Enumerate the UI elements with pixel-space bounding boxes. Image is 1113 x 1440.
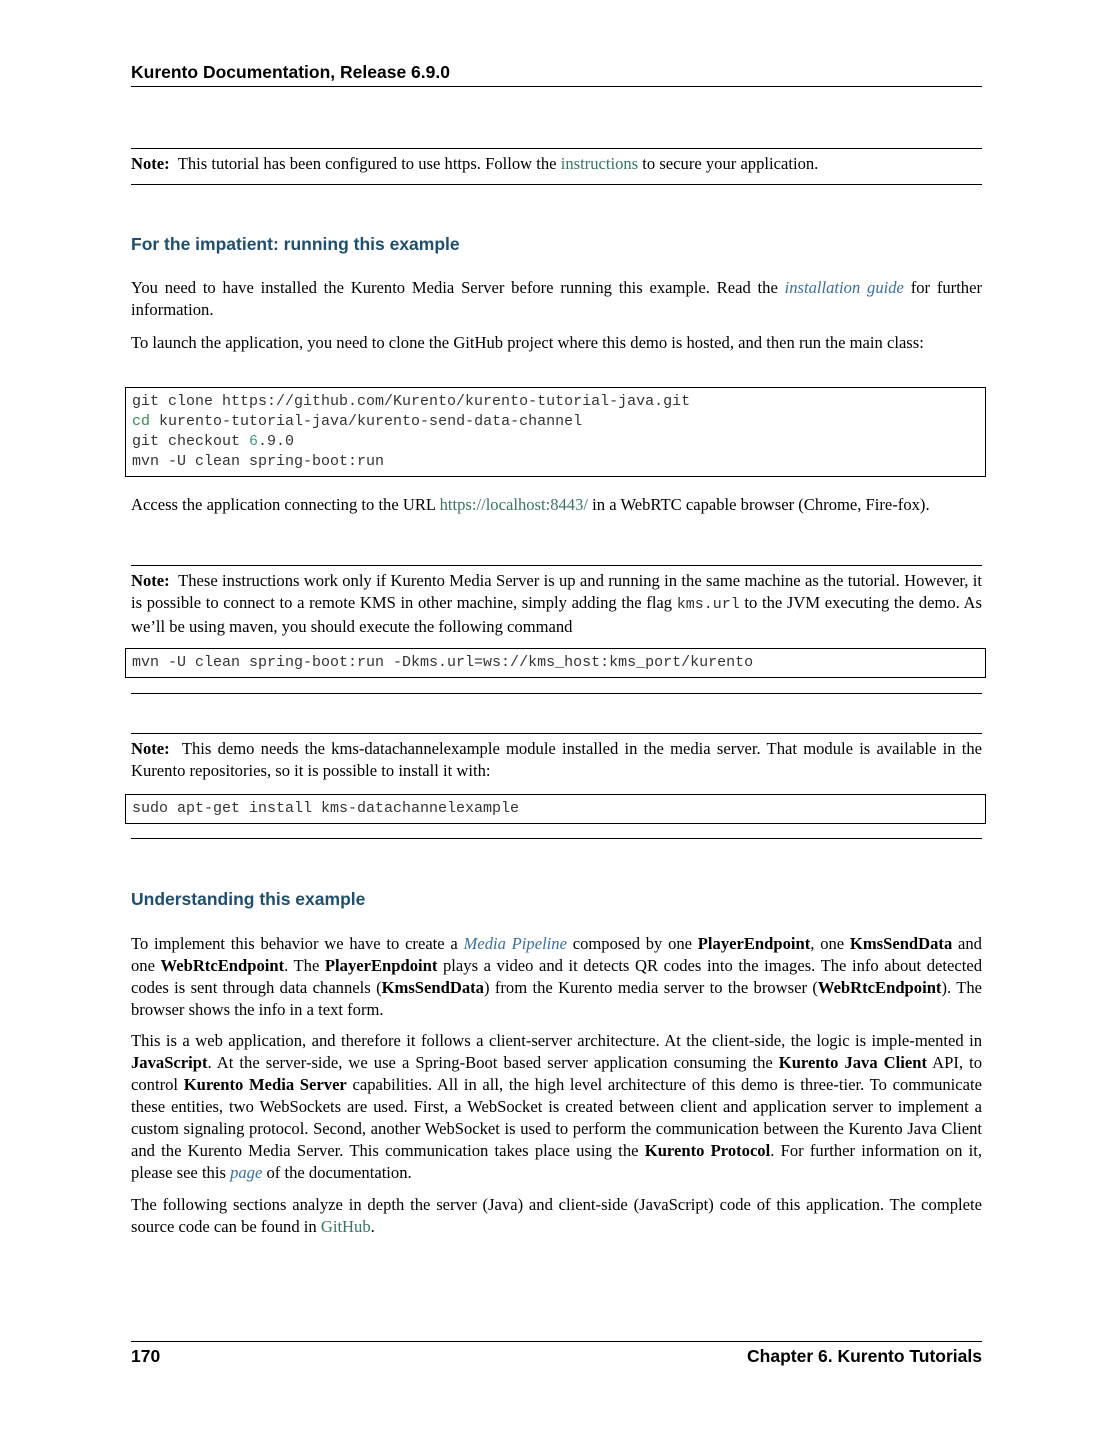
note-text: This tutorial has been configured to use https. Follow the — [177, 154, 557, 173]
paragraph-install — [131, 277, 982, 321]
header-rule — [131, 86, 982, 87]
code-line: sudo apt-get install kms-datachannelexample — [132, 800, 520, 817]
bold-term: WebRtcEndpoint — [160, 956, 285, 975]
paragraph-text: This is a web application, and therefore it follows a client-server architecture. At the client-side, the logic is imple-mented in — [131, 1031, 982, 1050]
bold-term: PlayerEnpdoint — [324, 956, 438, 975]
note-label: Note: — [131, 571, 170, 590]
note-top-rule — [131, 565, 982, 566]
note-remote-kms — [131, 570, 982, 638]
paragraph-text: Access the application connecting to the URL — [131, 495, 436, 514]
section-heading-understanding: Understanding this example — [131, 889, 366, 909]
note-label: Note: — [131, 739, 170, 758]
running-header: Kurento Documentation, Release 6.9.0 — [131, 62, 450, 82]
code-text: kurento-tutorial-java/kurento-send-data-channel — [150, 413, 583, 430]
paragraph-text: composed by one — [572, 934, 693, 953]
code-number: 6 — [249, 433, 259, 450]
paragraph-text: ) from the Kurento media server to the browser ( — [483, 978, 818, 997]
media-pipeline-link[interactable]: Media Pipeline — [463, 934, 567, 953]
page-number: 170 — [131, 1346, 161, 1366]
bold-term: JavaScript — [131, 1053, 208, 1072]
paragraph-text: plays a video and it detects QR codes into the images. The info about detected codes is sent through data channels ( — [131, 956, 982, 997]
code-block-clone — [125, 387, 986, 477]
code-line — [132, 412, 985, 432]
paragraph-text: , one — [810, 934, 845, 953]
bold-term: KmsSendData — [849, 934, 953, 953]
paragraph-text: . The — [284, 956, 320, 975]
code-line — [132, 432, 985, 452]
paragraph-text: . For further information on it, please see this — [131, 1141, 982, 1182]
code-block-remote — [125, 648, 986, 678]
note-top-rule — [131, 733, 982, 734]
paragraph-text: in a WebRTC capable browser (Chrome, Fire-fox). — [592, 495, 930, 514]
code-line: mvn -U clean spring-boot:run -Dkms.url=ws://kms_host:kms_port/kurento — [132, 654, 754, 671]
note-text: These instructions work only if Kurento Media Server is up and running in the same machine as the tutorial. However, it is possible to connect to a remote KMS in other machine, simply adding the flag — [131, 571, 982, 612]
code-text: git checkout — [132, 433, 250, 450]
paragraph-text: and one — [131, 934, 982, 975]
paragraph-access — [131, 494, 982, 516]
paragraph-text: API, to control — [131, 1053, 982, 1094]
code-block-apt — [125, 794, 986, 824]
footer-rule — [131, 1341, 982, 1342]
code-line: mvn -U clean spring-boot:run — [132, 453, 385, 470]
chapter-title: Chapter 6. Kurento Tutorials — [747, 1346, 982, 1366]
installation-guide-link[interactable]: installation guide — [784, 278, 904, 297]
bold-term: PlayerEndpoint — [697, 934, 811, 953]
protocol-page-link[interactable]: page — [230, 1163, 263, 1182]
bold-term: Kurento Media Server — [183, 1075, 347, 1094]
note-text: to secure your application. — [642, 154, 819, 173]
paragraph-text: capabilities. All in all, the high level architecture of this demo is three-tier. To communicate these entities, two WebSockets are used. First, a WebSocket is created between client and application server to implement a custom signaling protocol. Second, another WebSocket is used to perform the communication between the Kurento Java Client and the Kurento Media Server. This communication takes place using the — [131, 1075, 982, 1160]
note-bottom-rule — [131, 184, 982, 185]
bold-term: Kurento Protocol — [644, 1141, 771, 1160]
note-https — [131, 153, 982, 175]
paragraph-text: The following sections analyze in depth the server (Java) and client-side (JavaScript) code of this application. The complete source code can be found in — [131, 1195, 982, 1236]
note-bottom-rule — [131, 838, 982, 839]
bold-term: Kurento Java Client — [778, 1053, 928, 1072]
paragraph-text: for further information. — [131, 278, 982, 319]
note-label: Note: — [131, 154, 170, 173]
localhost-link[interactable]: https://localhost:8443/ — [439, 495, 589, 514]
paragraph-pipeline — [131, 933, 982, 1021]
paragraph-text: You need to have installed the Kurento Media Server before running this example. Read the — [131, 278, 778, 297]
paragraph-text: ). The browser shows the info in a text form. — [131, 978, 982, 1019]
section-heading-impatient: For the impatient: running this example — [131, 234, 460, 254]
note-bottom-rule — [131, 693, 982, 694]
github-link[interactable]: GitHub — [320, 1217, 371, 1236]
bold-term: KmsSendData — [381, 978, 484, 997]
bold-term: WebRtcEndpoint — [817, 978, 942, 997]
code-text: .9.0 — [258, 433, 295, 450]
note-text: This demo needs the kms-datachannelexample module installed in the media server. That module is available in the Kurento repositories, so it is possible to install it with: — [131, 739, 982, 780]
paragraph-text: . At the server-side, we use a Spring-Boot based server application consuming the — [207, 1053, 773, 1072]
note-top-rule — [131, 148, 982, 149]
paragraph-sections — [131, 1194, 982, 1238]
code-keyword: cd — [132, 413, 151, 430]
code-line: git clone https://github.com/Kurento/kurento-tutorial-java.git — [132, 393, 691, 410]
instructions-link[interactable]: instructions — [560, 154, 639, 173]
paragraph-text: of the documentation. — [266, 1163, 412, 1182]
paragraph-launch: To launch the application, you need to clone the GitHub project where this demo is hosted, and then run the main class: — [131, 333, 924, 352]
paragraph-text: . — [370, 1217, 375, 1236]
note-module — [131, 738, 982, 782]
note-text: to the JVM executing the demo. As we’ll be using maven, you should execute the following command — [131, 593, 982, 636]
paragraph-architecture — [131, 1030, 982, 1184]
paragraph-text: To implement this behavior we have to create a — [131, 934, 458, 953]
inline-code: kms.url — [676, 596, 740, 613]
